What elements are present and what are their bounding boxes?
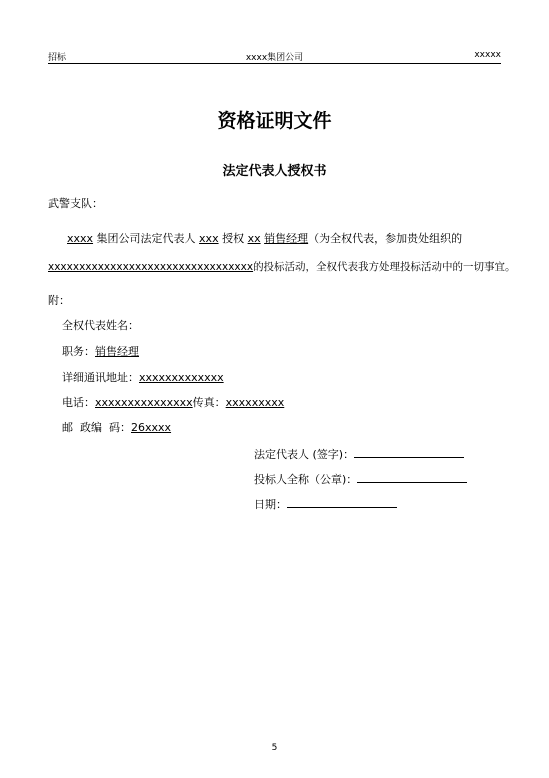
body-text-3: （为全权代表，参加贵处组织的 <box>308 232 463 245</box>
agent-name: xx <box>247 232 261 245</box>
address-field <box>62 370 224 385</box>
document-title: 资格证明文件 <box>217 110 332 132</box>
job-value: 销售经理 <box>95 345 139 358</box>
bidder-seal <box>254 471 467 487</box>
agent-position: 销售经理 <box>264 232 309 245</box>
job-label: 职务： <box>62 345 95 358</box>
header-divider <box>48 63 501 64</box>
legal-rep-name: xxx <box>199 232 219 245</box>
bidder-seal-label: 投标人全称（公章)： <box>254 473 358 486</box>
date-label: 日期： <box>254 498 287 511</box>
agent-name-label: 全权代表姓名： <box>62 319 139 332</box>
legal-rep-signature <box>254 446 464 462</box>
project-name: xxxxxxxxxxxxxxxxxxxxxxxxxxxxxxxxx <box>48 261 254 273</box>
header-left: 招标 <box>48 53 67 63</box>
header-center: xxxx集团公司 <box>245 53 304 63</box>
agent-name-field <box>62 318 139 333</box>
phone-value: xxxxxxxxxxxxxxx <box>95 396 193 409</box>
body-text-1: 集团公司法定代表人 <box>93 232 200 245</box>
phone-label: 电话： <box>62 396 95 409</box>
fax-value: xxxxxxxxx <box>225 396 285 409</box>
document-subtitle: 法定代表人授权书 <box>222 164 327 179</box>
legal-rep-signature-line <box>354 446 464 458</box>
body-line-2 <box>48 260 516 275</box>
company-name: xxxx <box>67 232 94 245</box>
postcode-label: 邮 政编 码： <box>62 421 131 434</box>
attachment-label: 附： <box>48 294 70 307</box>
body-text-4: 的投标活动，全权代表我方处理投标活动中的一切事宜。 <box>253 261 516 273</box>
date-line <box>287 496 397 508</box>
postcode-value: 26xxxx <box>131 421 172 434</box>
page-number: 5 <box>271 743 278 753</box>
header-right: xxxxx <box>474 50 501 60</box>
postcode-field <box>62 420 171 435</box>
fax-label: 传真： <box>192 396 226 409</box>
body-line-1 <box>67 231 462 246</box>
address-label: 详细通讯地址： <box>62 371 139 384</box>
salutation: 武警支队： <box>48 197 103 210</box>
bidder-seal-line <box>357 471 467 483</box>
address-value: xxxxxxxxxxxxx <box>139 371 224 384</box>
legal-rep-signature-label: 法定代表人 (签字)： <box>254 448 355 461</box>
job-field <box>62 344 139 359</box>
date-signature <box>254 496 397 512</box>
body-text-2: 授权 <box>218 232 248 245</box>
phone-fax-field <box>62 395 284 410</box>
